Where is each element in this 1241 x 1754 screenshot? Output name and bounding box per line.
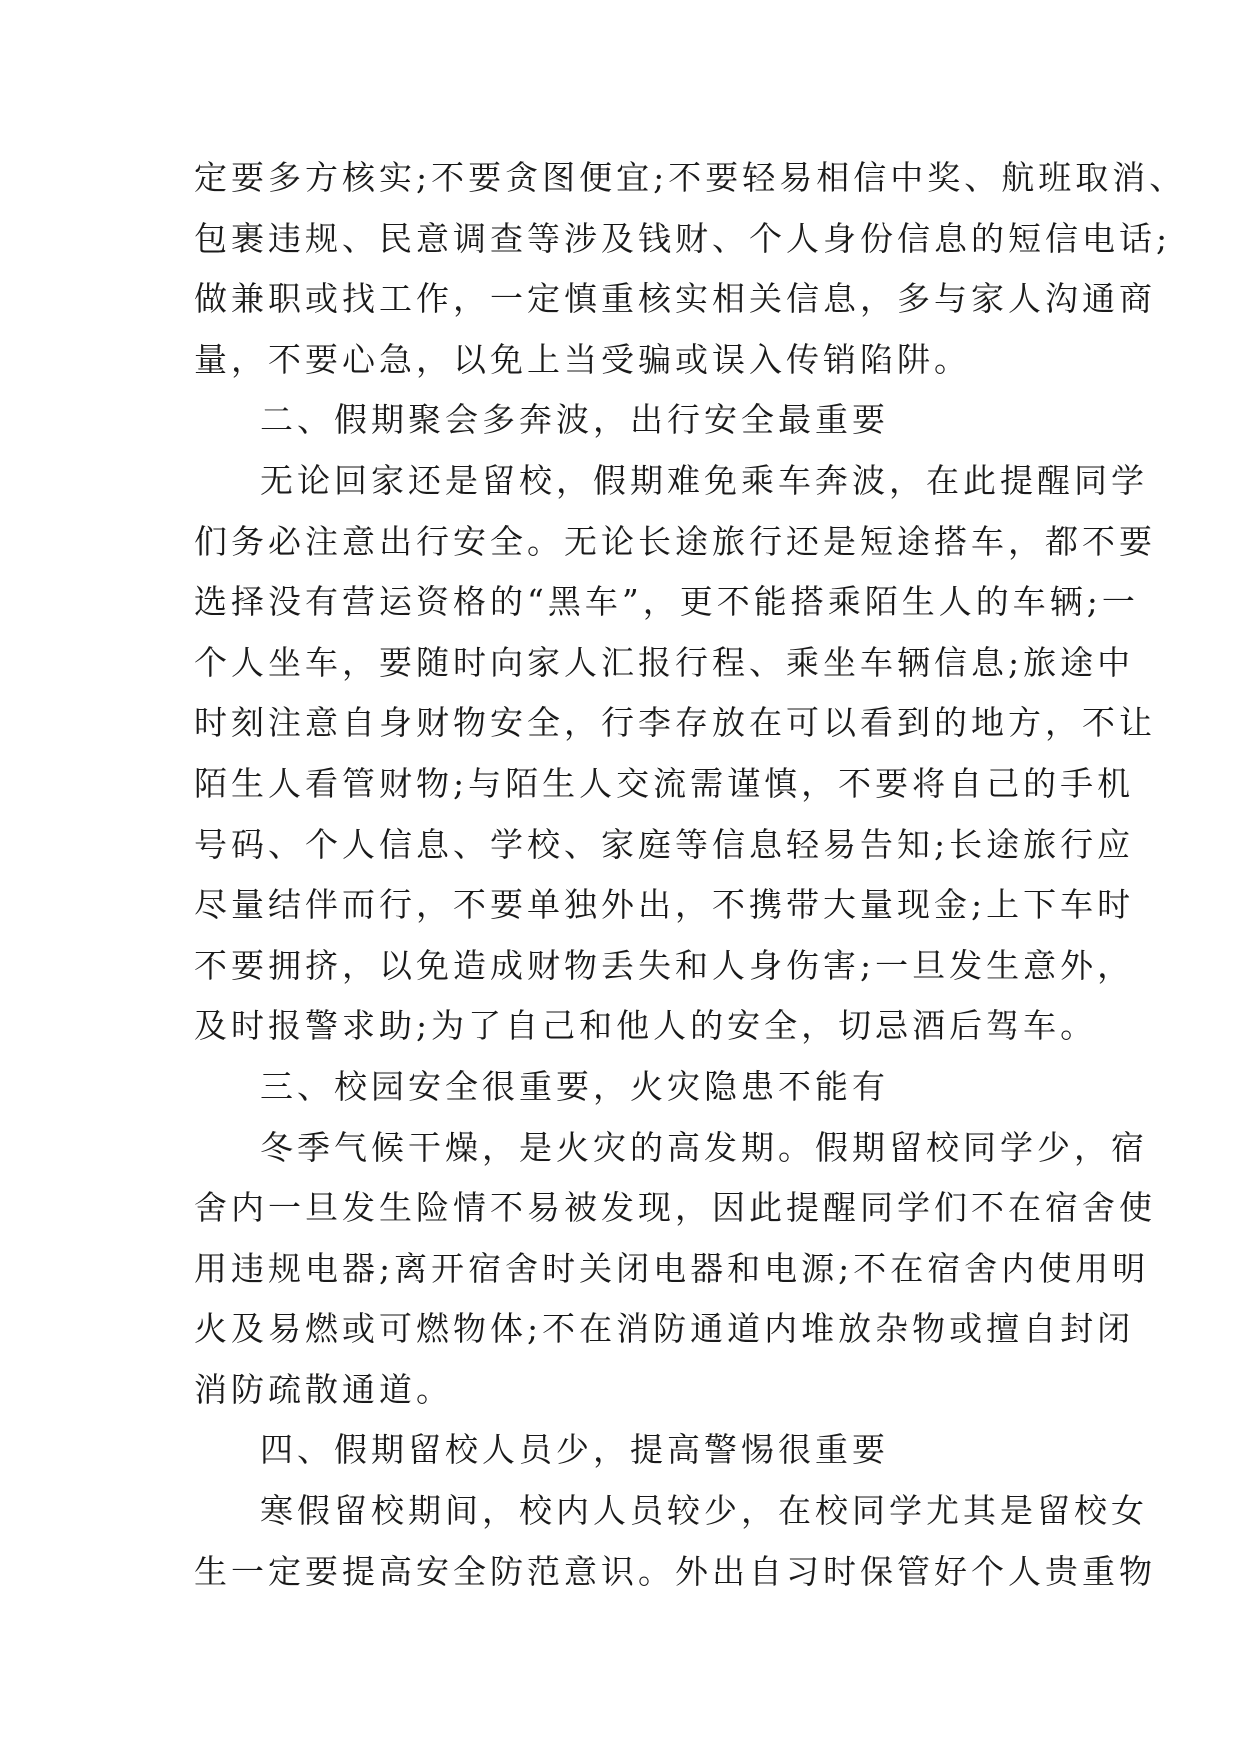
paragraph-line: 量，不要心急，以免上当受骗或误入传销陷阱。 [194, 339, 971, 379]
paragraph-line: 生一定要提高安全防范意识。外出自习时保管好个人贵重物 [194, 1551, 1156, 1591]
paragraph-line-indented: 二、假期聚会多奔波，出行安全最重要 [260, 400, 889, 440]
paragraph-line: 火及易燃或可燃物体;不在消防通道内堆放杂物或擅自封闭 [194, 1309, 1135, 1349]
document-body [194, 148, 1187, 1602]
paragraph-line-indented: 四、假期留校人员少，提高警惕很重要 [260, 1430, 889, 1470]
paragraph-line: 不要拥挤，以免造成财物丢失和人身伤害;一旦发生意外， [194, 945, 1135, 985]
paragraph-line: 舍内一旦发生险情不易被发现，因此提醒同学们不在宿舍使 [194, 1188, 1156, 1228]
paragraph-line: 及时报警求助;为了自己和他人的安全，切忌酒后驾车。 [194, 1006, 1098, 1046]
paragraph-line: 消防疏散通道。 [194, 1369, 453, 1409]
paragraph-line: 们务必注意出行安全。无论长途旅行还是短途搭车，都不要 [194, 521, 1156, 561]
paragraph-line: 用违规电器;离开宿舍时关闭电器和电源;不在宿舍内使用明 [194, 1248, 1150, 1288]
paragraph-line-indented: 三、校园安全很重要，火灾隐患不能有 [260, 1066, 889, 1106]
paragraph-line: 个人坐车，要随时向家人汇报行程、乘坐车辆信息;旅途中 [194, 642, 1135, 682]
paragraph-line-indented: 冬季气候干燥，是火灾的高发期。假期留校同学少，宿 [260, 1127, 1148, 1167]
paragraph-line: 时刻注意自身财物安全，行李存放在可以看到的地方，不让 [194, 703, 1156, 743]
paragraph-line-indented: 寒假留校期间，校内人员较少，在校同学尤其是留校女 [260, 1491, 1148, 1531]
paragraph-line: 号码、个人信息、学校、家庭等信息轻易告知;长途旅行应 [194, 824, 1135, 864]
paragraph-line: 陌生人看管财物;与陌生人交流需谨慎，不要将自己的手机 [194, 763, 1135, 803]
paragraph-line: 做兼职或找工作，一定慎重核实相关信息，多与家人沟通商 [194, 279, 1156, 319]
paragraph-line: 尽量结伴而行，不要单独外出，不携带大量现金;上下车时 [194, 885, 1135, 925]
paragraph-line: 选择没有营运资格的“黑车”，更不能搭乘陌生人的车辆;一 [194, 582, 1139, 622]
paragraph-line: 包裹违规、民意调查等涉及钱财、个人身份信息的短信电话; [194, 218, 1172, 258]
paragraph-line: 定要多方核实;不要贪图便宜;不要轻易相信中奖、航班取消、 [194, 158, 1187, 197]
paragraph-line-indented: 无论回家还是留校，假期难免乘车奔波，在此提醒同学 [260, 460, 1148, 500]
